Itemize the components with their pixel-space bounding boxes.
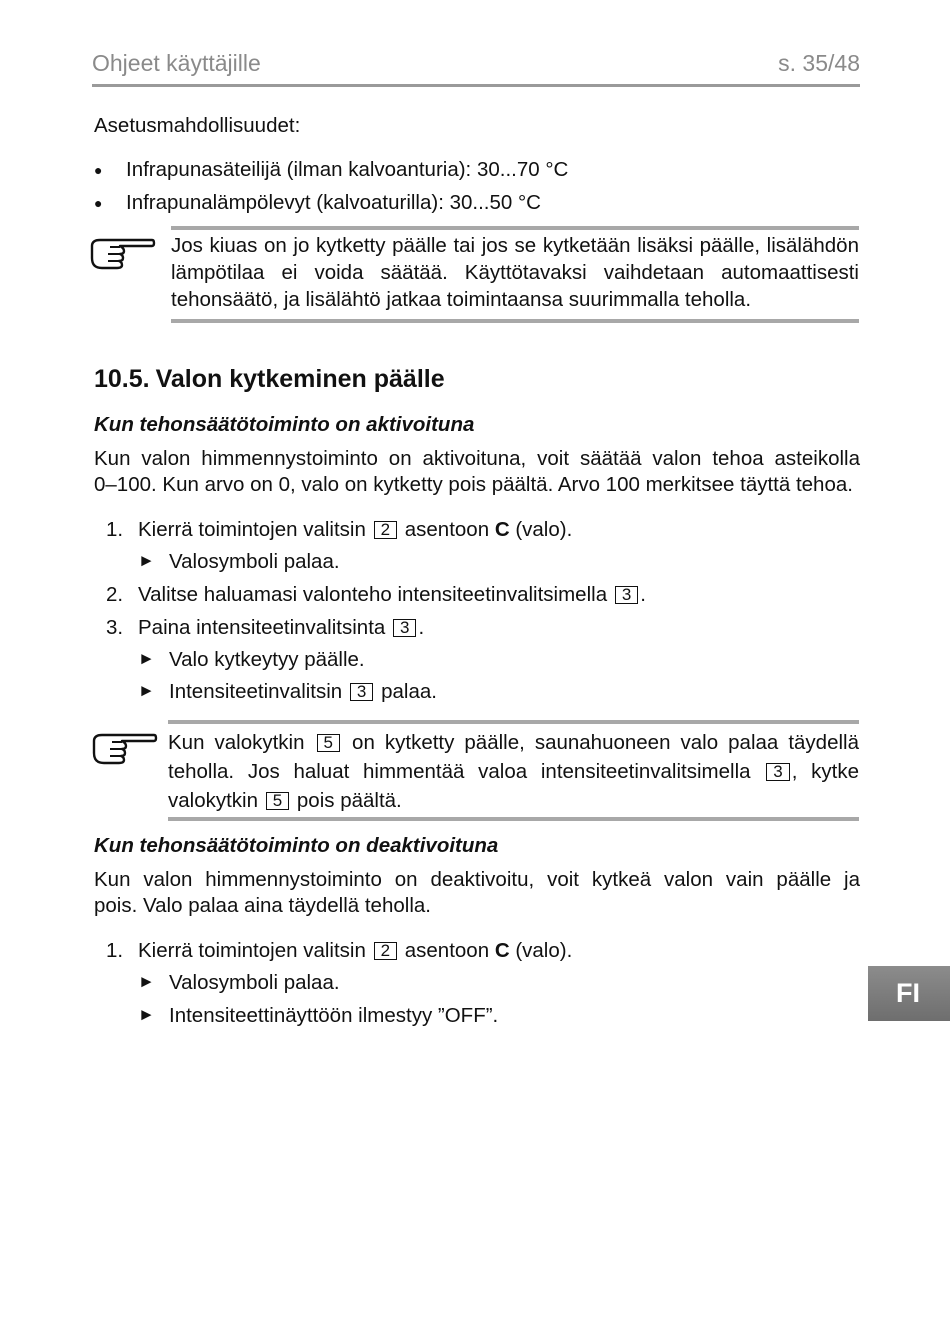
pointing-hand-icon: [90, 236, 156, 272]
selector-ref-box: 2: [374, 521, 397, 539]
arrow-icon: ►: [138, 1005, 155, 1024]
subheading-active: Kun tehonsäätötoiminto on aktivoituna: [94, 413, 475, 436]
bullet-icon: ●: [94, 195, 103, 211]
step-number: 2.: [106, 583, 124, 606]
note-bottom-rule: [168, 817, 859, 821]
step-number: 3.: [106, 616, 124, 639]
switch-ref-box: 5: [266, 792, 289, 810]
step-result: Intensiteettinäyttöön ilmestyy ”OFF”.: [169, 1004, 499, 1027]
note-bottom-rule: [171, 319, 859, 323]
arrow-icon: ►: [138, 681, 155, 700]
bullet-icon: ●: [94, 162, 103, 178]
step-number: 1.: [106, 939, 124, 962]
section-number: 10.5.: [94, 365, 150, 393]
language-tab: FI: [868, 966, 950, 1021]
selector-ref-box: 3: [615, 586, 638, 604]
paragraph-line: 0–100. Kun arvo on 0, valo on kytketty pois päältä. Arvo 100 merkitsee täyttä tehoa.: [94, 473, 853, 496]
document-title: Ohjeet käyttäjille: [92, 50, 261, 76]
subheading-inactive: Kun tehonsäätötoiminto on deaktivoituna: [94, 834, 499, 857]
pointing-hand-icon: [92, 731, 158, 767]
step-text: Kierrä toimintojen valitsin 2 asentoon C (valo).: [138, 518, 573, 541]
arrow-icon: ►: [138, 649, 155, 668]
step-result: Valosymboli palaa.: [169, 550, 340, 573]
header-divider: [92, 84, 860, 87]
arrow-icon: ►: [138, 551, 155, 570]
selector-ref-box: 3: [393, 619, 416, 637]
switch-ref-box: 5: [317, 734, 340, 752]
note-line: tehonsäätö, ja lisälähtö jatkaa toimintaansa suurimmalla teholla.: [171, 288, 752, 311]
note-line: lämpötilaa ei voida säätää. Käyttötavaksi vaihdetaan automaattisesti: [171, 261, 859, 284]
selector-ref-box: 2: [374, 942, 397, 960]
selector-ref-box: 3: [350, 683, 373, 701]
step-result: Valo kytkeytyy päälle.: [169, 648, 365, 671]
paragraph-line: Kun valon himmennystoiminto on deaktivoitu, voit kytkeä valon vain päälle ja: [94, 868, 860, 891]
note-top-rule: [168, 720, 859, 724]
paragraph-line: pois. Valo palaa aina täydellä teholla.: [94, 894, 431, 917]
note-line: valokytkin 5 pois päältä.: [168, 789, 402, 812]
bullet-item: Infrapunasäteilijä (ilman kalvoanturia): 30...70 °C: [126, 158, 569, 181]
page-number: s. 35/48: [778, 50, 860, 76]
step-result: Intensiteetinvalitsin 3 palaa.: [169, 680, 437, 703]
selector-ref-box: 3: [766, 763, 789, 781]
step-text: Valitse haluamasi valonteho intensiteetinvalitsimella 3 .: [138, 583, 646, 606]
step-text: Paina intensiteetinvalitsinta 3 .: [138, 616, 425, 639]
note-line: Jos kiuas on jo kytketty päälle tai jos se kytketään lisäksi päälle, lisälähdön: [171, 234, 859, 257]
settings-label: Asetusmahdollisuudet:: [94, 114, 301, 137]
note-top-rule: [171, 226, 859, 230]
step-text: Kierrä toimintojen valitsin 2 asentoon C (valo).: [138, 939, 573, 962]
note-line: teholla. Jos haluat himmentää valoa intensiteetinvalitsimella 3 , kytke: [168, 760, 859, 783]
bullet-item: Infrapunalämpölevyt (kalvoaturilla): 30...50 °C: [126, 191, 541, 214]
paragraph-line: Kun valon himmennystoiminto on aktivoituna, voit säätää valon tehoa asteikolla: [94, 447, 860, 470]
note-line: Kun valokytkin 5 on kytketty päälle, saunahuoneen valo palaa täydellä: [168, 731, 859, 754]
step-number: 1.: [106, 518, 124, 541]
section-title: Valon kytkeminen päälle: [155, 365, 445, 393]
section-heading: [94, 365, 445, 394]
arrow-icon: ►: [138, 972, 155, 991]
step-result: Valosymboli palaa.: [169, 971, 340, 994]
